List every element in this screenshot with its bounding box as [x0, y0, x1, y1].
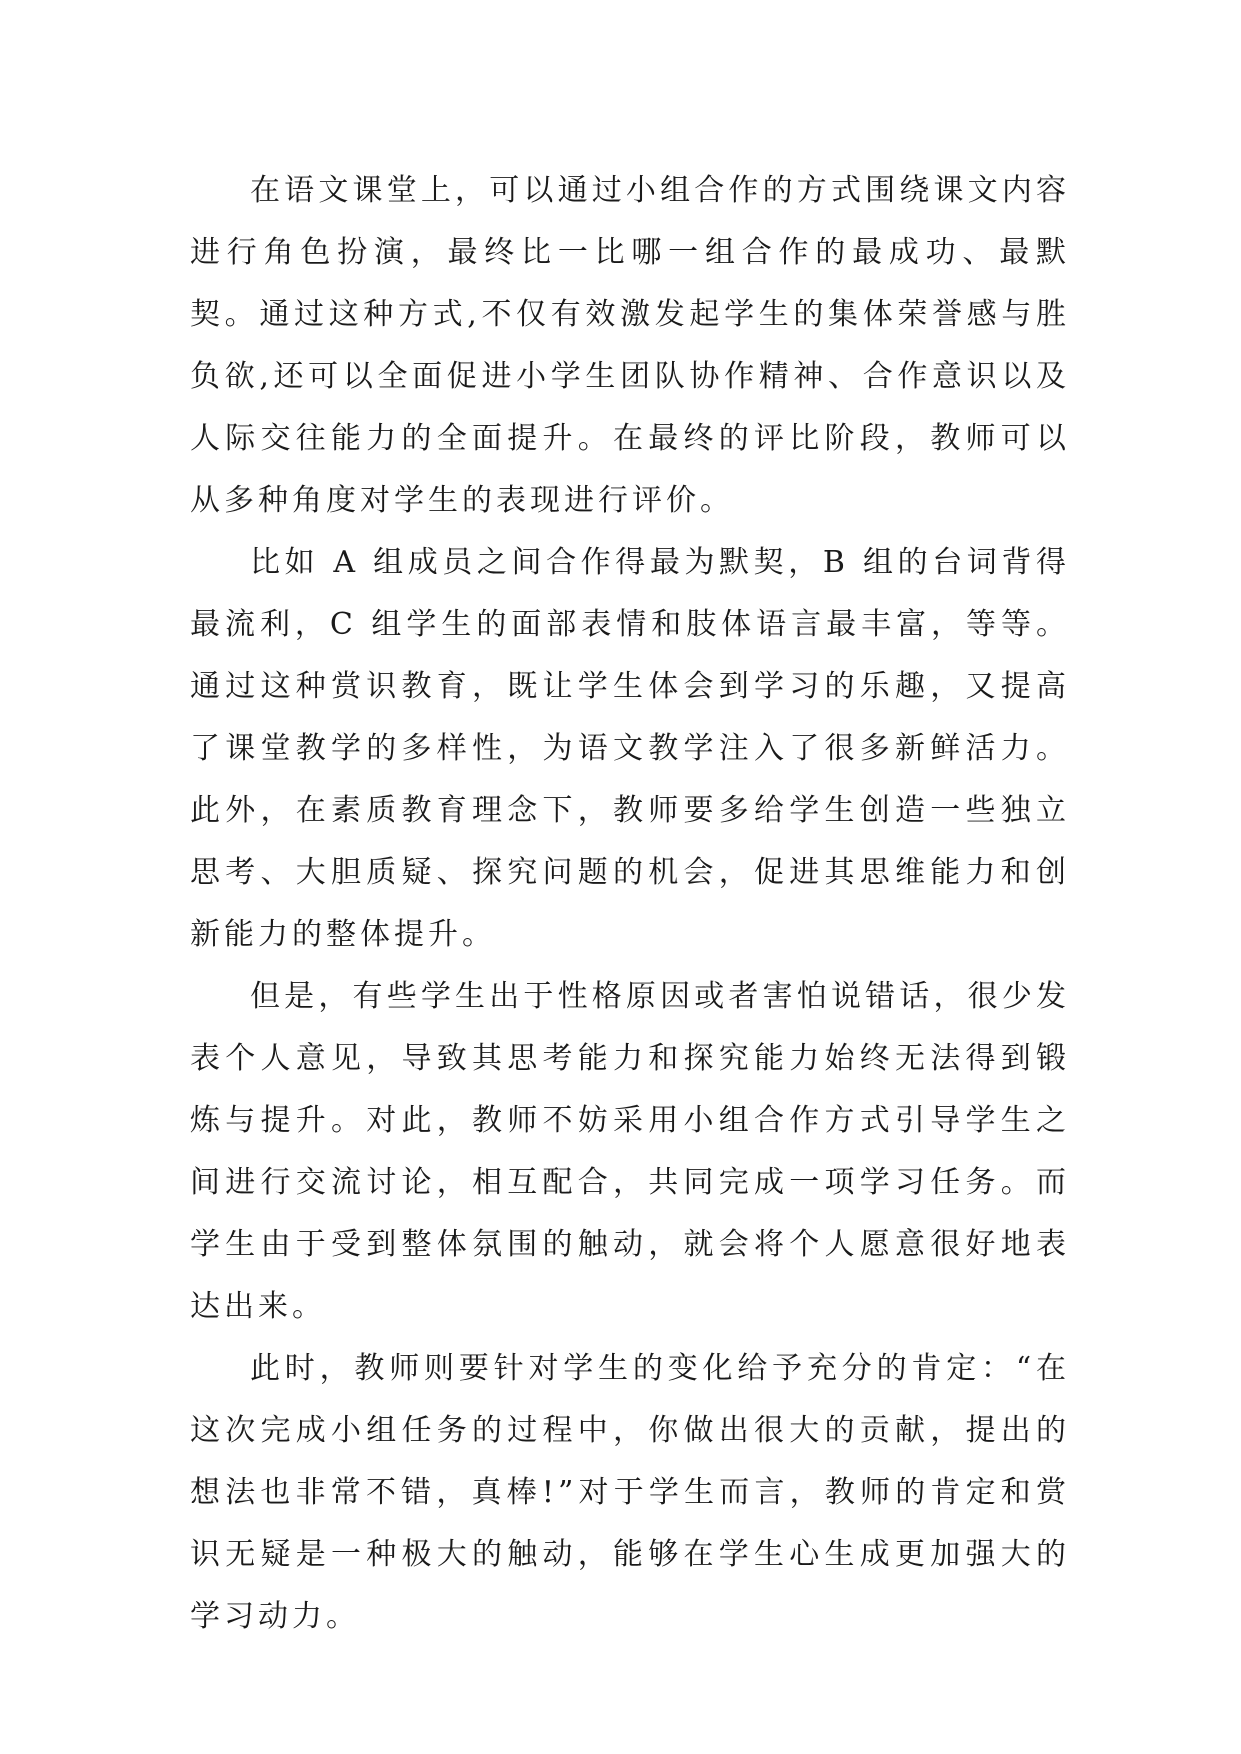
body-text: [190, 160, 1070, 1648]
paragraph-4: 此时，教师则要针对学生的变化给予充分的肯定：“在这次完成小组任务的过程中，你做出很大的贡献，提出的想法也非常不错，真棒!”对于学生而言，教师的肯定和赏识无疑是一种极大的触动，能够在学生心生成更加强大的学习动力。: [190, 1351, 1070, 1634]
paragraph-2: 比如 A 组成员之间合作得最为默契，B 组的台词背得最流利，C 组学生的面部表情和肢体语言最丰富，等等。通过这种赏识教育，既让学生体会到学习的乐趣，又提高了课堂教学的多样性，为语文教学注入了很多新鲜活力。此外，在素质教育理念下，教师要多给学生创造一些独立思考、大胆质疑、探究问题的机会，促进其思维能力和创新能力的整体提升。: [190, 545, 1070, 952]
paragraph-3: 但是，有些学生出于性格原因或者害怕说错话，很少发表个人意见，导致其思考能力和探究能力始终无法得到锻炼与提升。对此，教师不妨采用小组合作方式引导学生之间进行交流讨论，相互配合，共同完成一项学习任务。而学生由于受到整体氛围的触动，就会将个人愿意很好地表达出来。: [190, 979, 1070, 1324]
paragraph-1: 在语文课堂上，可以通过小组合作的方式围绕课文内容进行角色扮演，最终比一比哪一组合作的最成功、最默契。通过这种方式,不仅有效激发起学生的集体荣誉感与胜负欲,还可以全面促进小学生团队协作精神、合作意识以及人际交往能力的全面提升。在最终的评比阶段，教师可以从多种角度对学生的表现进行评价。: [190, 173, 1070, 518]
